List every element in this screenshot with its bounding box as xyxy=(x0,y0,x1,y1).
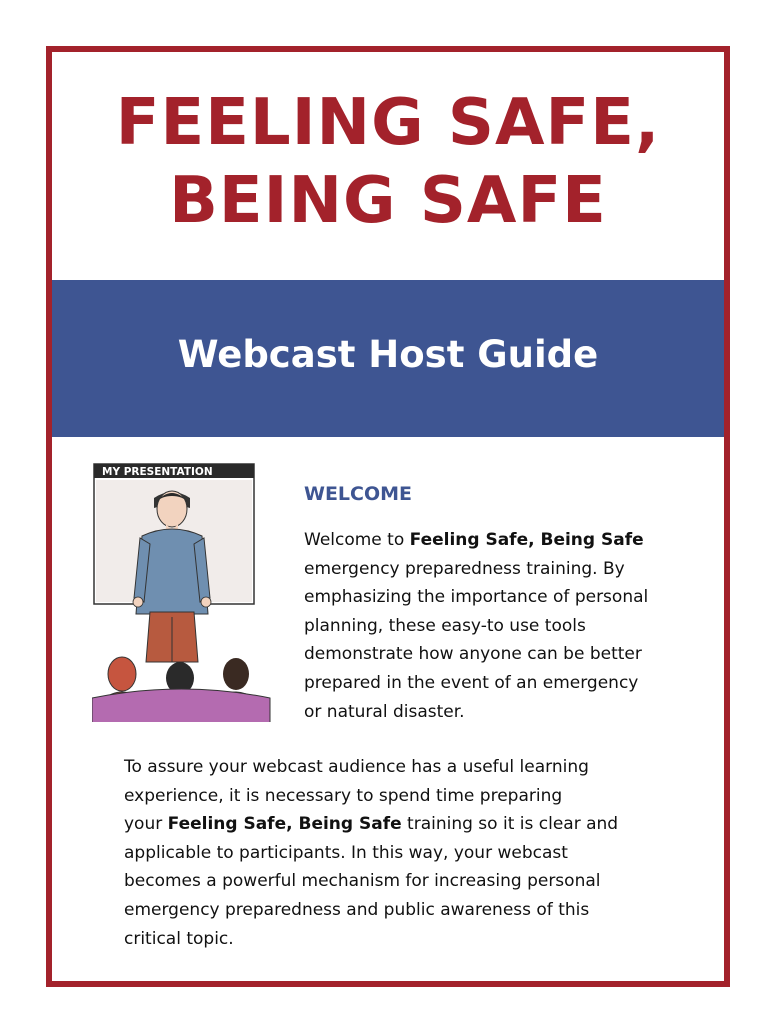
paragraph-line: experience, it is necessary to spend time preparing xyxy=(124,785,563,806)
bold-text-run: Feeling Safe, Being Safe xyxy=(409,530,644,550)
board-label: MY PRESENTATION xyxy=(102,466,213,478)
title-line-1: FEELING SAFE, xyxy=(115,86,661,160)
subtitle-banner xyxy=(52,280,724,437)
text-run: Welcome to xyxy=(304,530,410,550)
presentation-illustration xyxy=(92,462,292,722)
paragraph-line: becomes a powerful mechanism for increasing personal xyxy=(124,871,601,892)
webcast-paragraph xyxy=(124,753,684,953)
title-line-2: BEING SAFE xyxy=(169,164,607,238)
audience-table xyxy=(92,689,270,722)
text-run: your xyxy=(124,814,168,835)
page-border xyxy=(46,46,730,987)
welcome-line xyxy=(304,526,714,555)
welcome-line: demonstrate how anyone can be better xyxy=(304,644,642,665)
welcome-heading: WELCOME xyxy=(304,483,413,505)
paragraph-line: critical topic. xyxy=(124,928,234,949)
welcome-line: prepared in the event of an emergency xyxy=(304,672,639,693)
welcome-line: emergency preparedness training. By xyxy=(304,558,625,579)
page-title xyxy=(52,84,724,240)
welcome-paragraph xyxy=(304,526,714,726)
paragraph-line: To assure your webcast audience has a useful learning xyxy=(124,757,589,777)
banner-text: Webcast Host Guide xyxy=(177,333,599,376)
paragraph-line xyxy=(124,810,684,839)
welcome-line: emphasizing the importance of personal xyxy=(304,587,649,608)
bold-text-run: Feeling Safe, Being Safe xyxy=(167,814,402,835)
paragraph-line: applicable to participants. In this way, your webcast xyxy=(124,842,568,863)
welcome-line: or natural disaster. xyxy=(304,701,465,722)
welcome-line: planning, these easy-to use tools xyxy=(304,615,586,636)
text-run: training so it is clear and xyxy=(401,814,619,835)
paragraph-line: emergency preparedness and public awareness of this xyxy=(124,899,590,920)
